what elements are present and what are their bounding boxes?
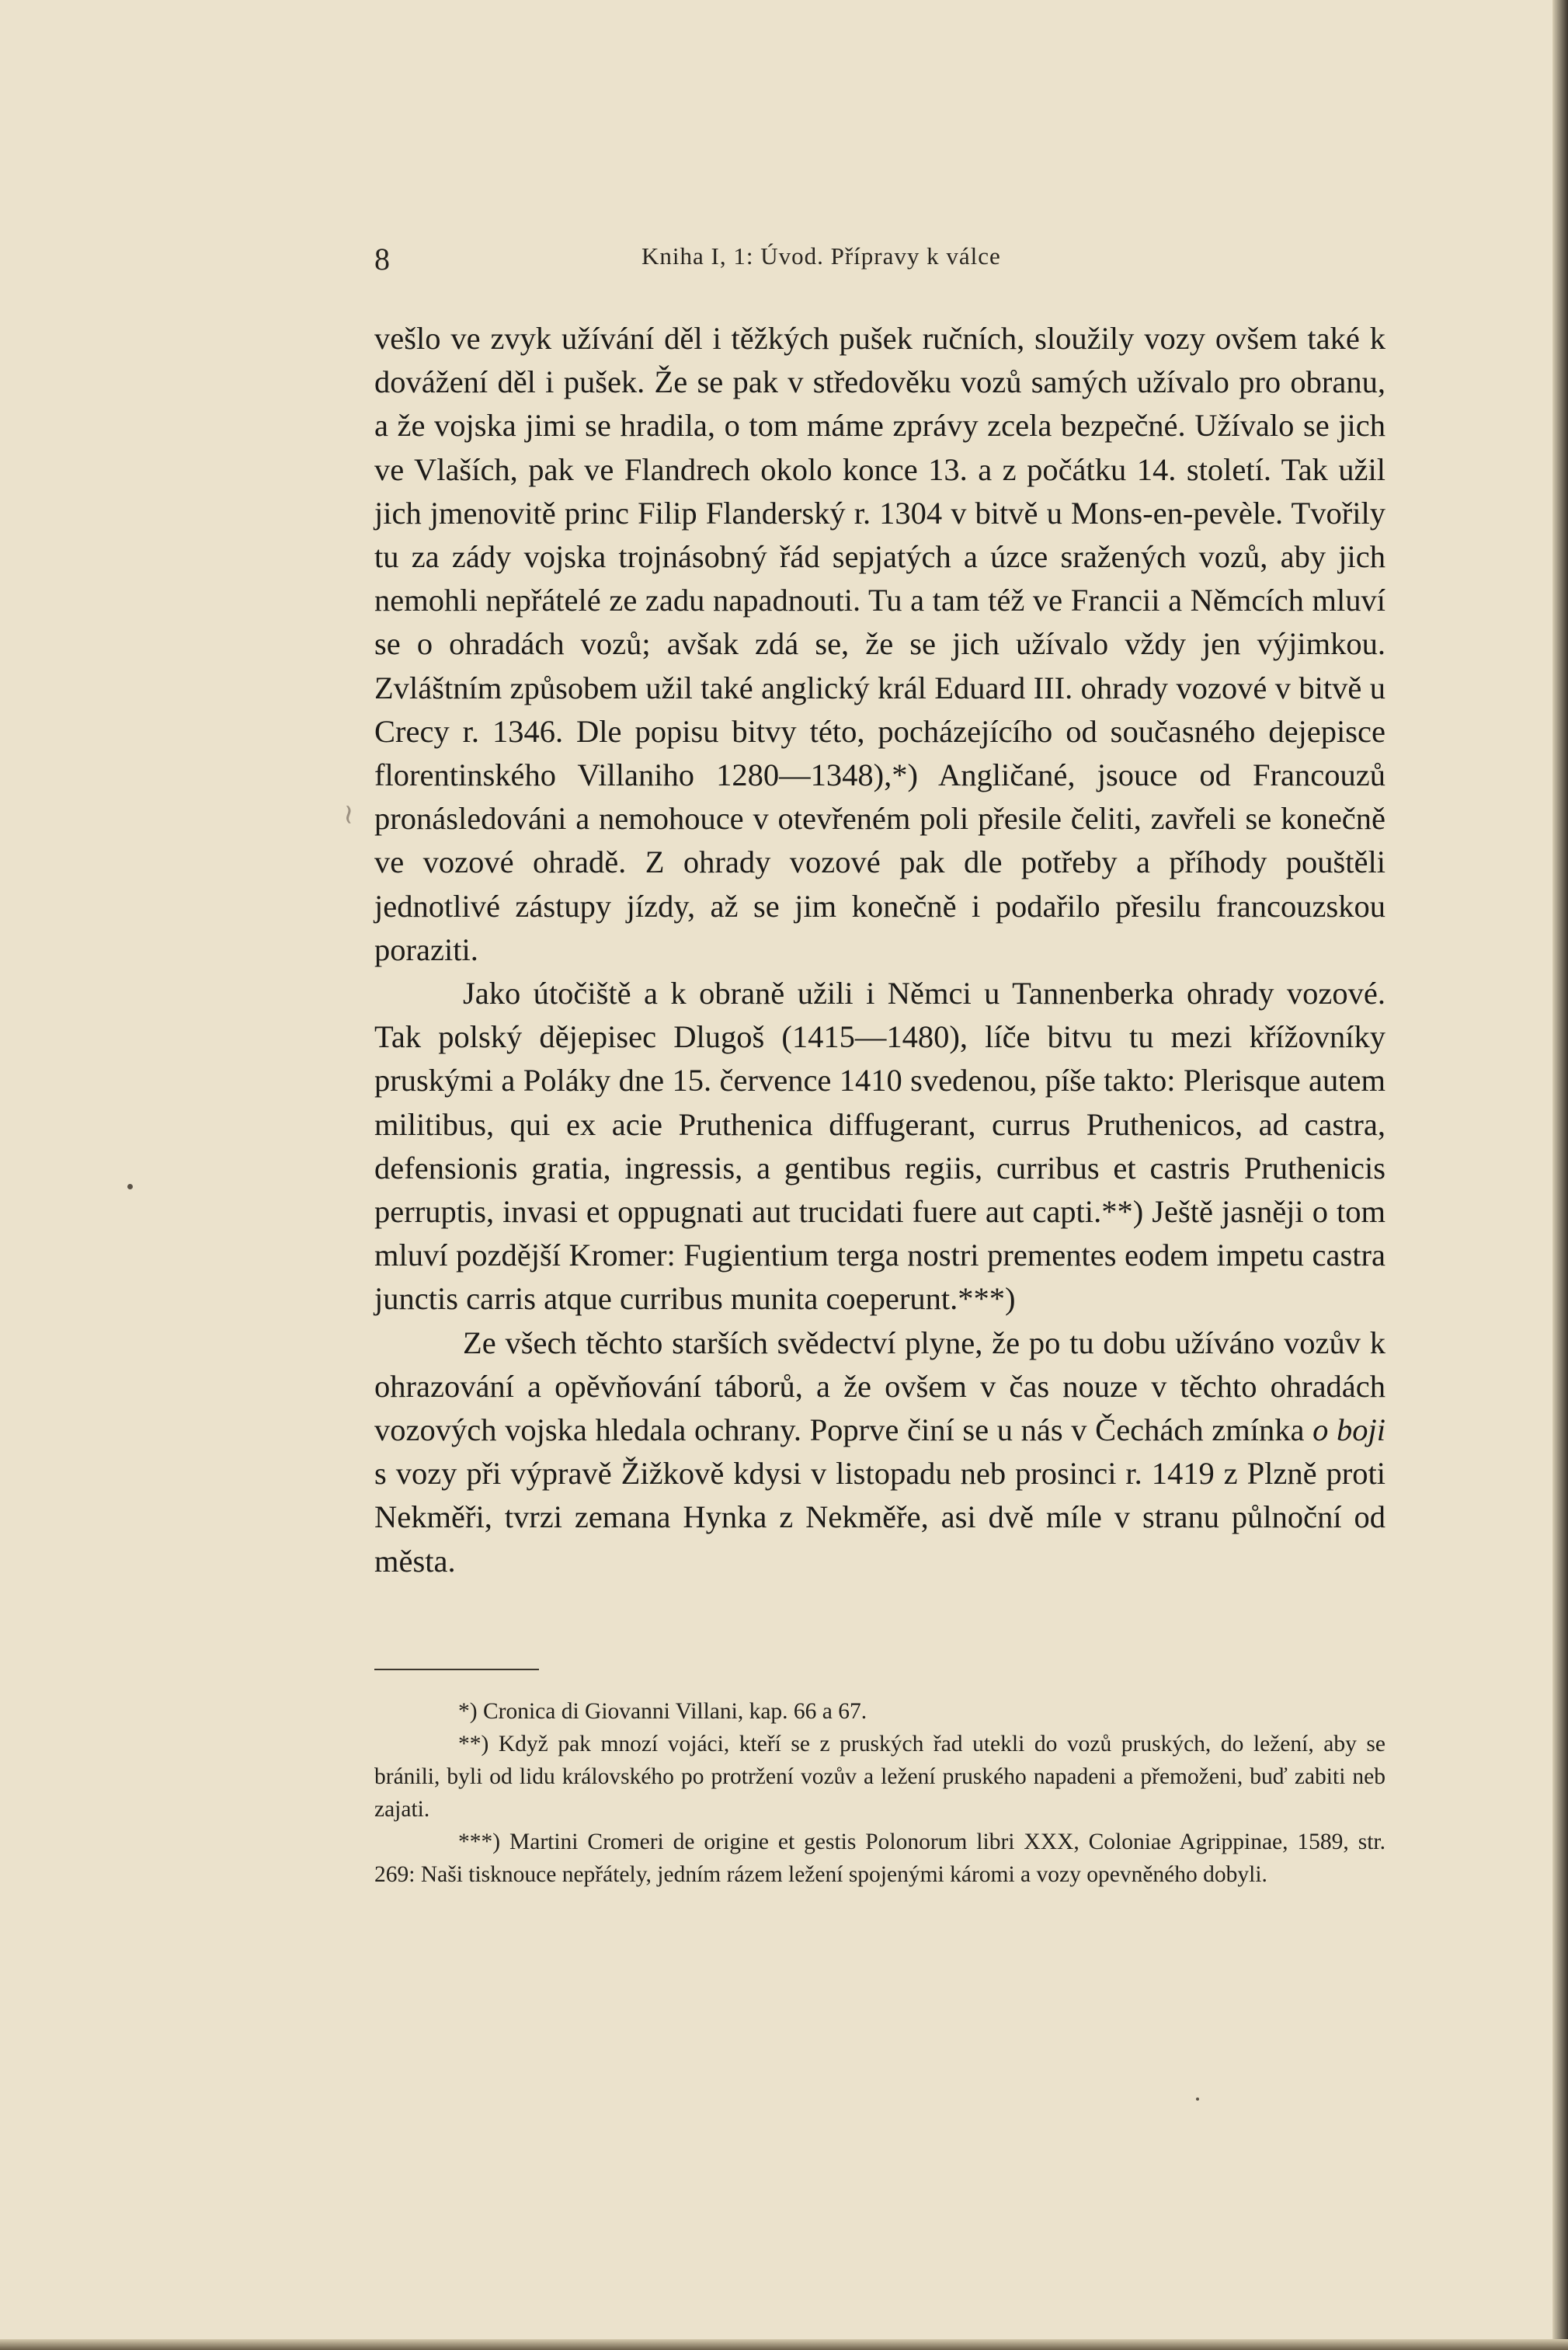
page-edge-bottom — [0, 2339, 1568, 2350]
running-head: Kniha I, 1: Úvod. Přípravy k válce — [641, 242, 1001, 270]
paper-speck — [127, 1184, 133, 1189]
footnote-3: ***) Martini Cromeri de origine et gestis Polonorum libri XXX, Coloniae Agrippinae, 1589, str. 269: Naši tisknouce nepřátely, jedním rázem ležení spojenými káromi a vozy opevněného dobyli. — [374, 1830, 1385, 1887]
paragraph-2: Jako útočiště a k obraně užili i Němci u Tannenberka ohrady vozové. Tak polský dějepisec Dlugoš (1415—1480), líče bitvu tu mezi křížovníky pruskými a Poláky dne 15. července 1410 svedenou, píše takto: Plerisque autem militibus, qui ex acie Pruthenica diffugerant, currus Pruthenicos, ad castra, defensionis gratia, ingressis, a gentibus regiis, curribus et castris Pruthenicis perruptis, invasi et oppugnati aut trucidati fuere aut capti.**) Ještě jasněji o tom mluví pozdější Kromer: Fugientium terga nostri prementes eodem impetu castra junctis carris atque curribus munita coeperunt.***) — [374, 976, 1385, 1317]
footnotes — [374, 1695, 1385, 1959]
main-text — [374, 317, 1385, 1669]
footnote-2: **) Když pak mnozí vojáci, kteří se z pruských řad utekli do vozů pruských, do ležení, aby se bránili, byli od lidu královského po protržení vozův a ležení pruského napadeni a přemoženi, buď zabiti neb zajati. — [374, 1732, 1385, 1822]
margin-pencil-mark: ~ — [332, 802, 365, 827]
page-number: 8 — [374, 242, 390, 277]
paragraph-1: vešlo ve zvyk užívání děl i těžkých pušek ručních, sloužily vozy ovšem také k dovážení děl i pušek. Že se pak v středověku vozů samých užívalo pro obranu, a že vojska jimi se hradila, o tom máme zprávy zcela bezpečné. Užívalo se jich ve Vlaších, pak ve Flandrech okolo konce 13. a z počátku 14. století. Tak užil jich jmenovitě princ Filip Flanderský r. 1304 v bitvě u Mons-en-pevèle. Tvořily tu za zády vojska trojnásobný řád sepjatých a úzce sražených vozů, aby jich nemohli nepřátelé ze zadu napadnouti. Tu a tam též ve Francii a Němcích mluví se o ohradách vozů; avšak zdá se, že se jich užívalo vždy jen výjimkou. Zvláštním způsobem užil také anglický král Eduard III. ohrady vozové v bitvě u Crecy r. 1346. Dle popisu bitvy této, pocházejícího od současného dejepisce florentinského Villaniho 1280—1348),*) Angličané, jsouce od Francouzů pronásledováni a nemohouce v otevřeném poli přesile čeliti, zavřeli se konečně ve vozové ohradě. Z ohrady vozové pak dle potřeby a příhody pouštěli jednotlivé zástupy jízdy, až se jim konečně i podařilo přesilu francouzskou poraziti. — [374, 321, 1385, 967]
footnote-rule — [374, 1669, 539, 1670]
paragraph-3-italic: o boji — [1312, 1412, 1386, 1448]
paragraph-3-text-a: Ze všech těchto starších svědectví plyne, že po tu dobu užíváno vozův k ohrazování a opěvňování táborů, a že ovšem v čas nouze v těchto ohradách vozových vojska hledala ochrany. Poprve činí se u nás v Čechách zmínka — [374, 1325, 1385, 1448]
paragraph-3 — [374, 1321, 1385, 1583]
paper-speck — [1196, 2098, 1199, 2101]
page-header — [374, 233, 1384, 280]
footnote-1: *) Cronica di Giovanni Villani, kap. 66 a 67. — [458, 1699, 867, 1724]
paragraph-3-text-b: s vozy při výpravě Žižkově kdysi v listopadu neb prosinci r. 1419 z Plzně proti Nekměři, tvrzi zemana Hynka z Nekměře, asi dvě míle v stranu půlnoční od města. — [374, 1456, 1385, 1579]
page-edge-right — [1552, 0, 1568, 2350]
